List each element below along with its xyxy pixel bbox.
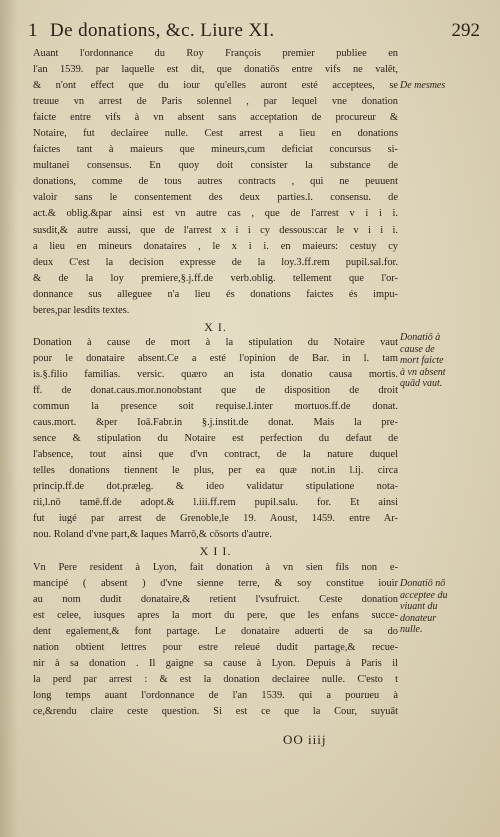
- signature-mark: OO iiij: [283, 732, 327, 747]
- text-line: mancipé ( absent ) d'vne sienne terre, & soy constitue iouir: [33, 577, 398, 589]
- text-line: susdit,& autre aussi, que de l'arrest x i i cy dessous:car le v i i i.: [33, 224, 398, 236]
- page-header: [28, 20, 480, 42]
- margin-note-line: Donatiō nō: [400, 578, 446, 589]
- text-line: & de la loy premiere,§.j.ff.de verb.oblig. tellement que l'or-: [33, 272, 398, 284]
- text-line: princip.ff.de dot.præleg. & ideo validatur stipulatione nota-: [33, 481, 398, 493]
- text-line: ce,&rendu claire ceste question. Si est ce que la Cour, suyuāt: [33, 705, 398, 717]
- text-line: commun la presence soit requise.l.inter mortuos.ff.de donat.: [33, 401, 398, 413]
- text-line: nation obtient lettres pour estre releué dudit partage,& recue-: [33, 641, 398, 653]
- text-line: nou. Roland d'vne part,& Iaques Marrō,& cōsorts d'autre.: [33, 529, 272, 541]
- text-line: treuue vn arrest de Paris solennel , par lequel vne donation: [33, 96, 398, 108]
- main-text: [33, 46, 398, 720]
- header-left-number: 1: [28, 20, 38, 41]
- text-line: la perd par arrest : & est la donation declairee nulle. C'esto t: [33, 673, 398, 685]
- text-line: is.§.filio familias. versic. quæro an ista donatio causa mortis.: [33, 368, 398, 380]
- text-line: caus.mort. &per Ioā.Fabr.in §.j.instit.de donat. Mais la pre-: [33, 417, 398, 429]
- text-line: fut iugé par arrest de Grenoble,le 19. Aoust, 1459. entre Ar-: [33, 513, 398, 525]
- margin-note-line: quād vaut.: [400, 378, 443, 389]
- text-line: & n'ont effect que du iour qu'elles auront esté acceptees, se: [33, 80, 398, 92]
- text-line: est celee, iusques apres la mort du pere, que les enfans succe-: [33, 609, 398, 621]
- text-line: au nom dudit donataire,& retient l'vsufruict. Ceste donation: [33, 593, 398, 605]
- margin-note-line: acceptee du: [400, 589, 448, 601]
- margin-note-line: De mesmes: [400, 80, 446, 91]
- margin-note-line: à vn absent: [400, 366, 446, 378]
- text-line: deux C'est la decision expresse de la loy.3.ff.rem pupil.sal.for.: [33, 256, 398, 268]
- text-line: faictes tant à maieurs que mineurs,cum deficiat concursus si-: [33, 144, 398, 156]
- margin-note-de-mesmes: [400, 80, 492, 92]
- text-line: Notaire, fut declairee nulle. Cest arrest a lieu en donations: [33, 128, 398, 140]
- text-line: Auant l'ordonnance du Roy François premier publiee en: [33, 48, 398, 59]
- text-line: l'an 1539. par laquelle est dit, que donatiōs entre vifs ne valēt,: [33, 64, 398, 76]
- text-line: nir à sa donation . Il gaigne sa cause à Lyon. Depuis à Paris il: [33, 657, 398, 669]
- section-heading-xi: X I.: [204, 319, 227, 334]
- text-line: beres,par lesdits textes.: [33, 304, 130, 316]
- margin-note-line: viuant du: [400, 601, 438, 612]
- text-line: donnance sus alleguee n'a lieu és donations faictes és impu-: [33, 288, 398, 300]
- running-title: De donations, &c. Liure XI.: [50, 20, 275, 41]
- text-line: rii,l.nō tamē.ff.de adopt.& l.iii.ff.rem pupil.salu. for. Et ainsi: [33, 497, 398, 509]
- text-line: Vn Pere resident à Lyon, fait donation à vn sien fils non e-: [33, 561, 398, 573]
- margin-note-line: Donatiō à: [400, 332, 441, 343]
- text-line: ff. de donat.caus.mor.nonobstant que de disposition de droit: [33, 384, 398, 396]
- text-line: sence & stipulation du Notaire est perfection du defaut de: [33, 433, 398, 445]
- text-line: pour le donataire absent.Ce a esté l'opinion de Bar. in l. tam: [33, 352, 398, 364]
- text-line: long temps auant l'ordonnance de l'an 1539. qui a pourueu à: [33, 689, 398, 701]
- text-line: multanei consensus. En quoy doit consister la substance de: [33, 160, 398, 172]
- margin-note-donation-non-acceptee: [400, 578, 492, 636]
- margin-note-line: mort faicte: [400, 355, 444, 366]
- text-line: faicte entre vifs à vn absent sans acceptation de procureur &: [33, 112, 398, 124]
- margin-note-donation-cause-mort: [400, 332, 492, 390]
- text-line: dent egalement,& font partage. Le donataire aduerti de sa do: [33, 625, 398, 637]
- text-line: act.& oblig.&par ainsi est vn autre cas , que de l'arrest v i i i.: [33, 208, 398, 220]
- margin-note-line: nulle.: [400, 624, 423, 635]
- text-line: Donation à cause de mort à la stipulation du Notaire vaut: [33, 336, 398, 348]
- margin-note-line: donateur: [400, 612, 437, 624]
- gutter-shadow: [0, 0, 18, 837]
- text-line: a lieu en mineurs donataires , le x i i. en maieurs: cestuy cy: [33, 240, 398, 252]
- text-line: valoir sans le consentement des deux parties.l. consensu. de: [33, 192, 398, 204]
- section-heading-xii: X I I.: [199, 544, 232, 559]
- text-line: donations, comme de tous autres contracts , qui ne peuuent: [33, 176, 398, 188]
- page-number: 292: [451, 20, 480, 41]
- text-line: telles donations tiennent le plus, per ea quæ not.in l.ij. circa: [33, 465, 398, 477]
- margin-note-line: cause de: [400, 343, 435, 355]
- text-line: l'absence, tout ainsi que d'vn contract, de la nature duquel: [33, 449, 398, 461]
